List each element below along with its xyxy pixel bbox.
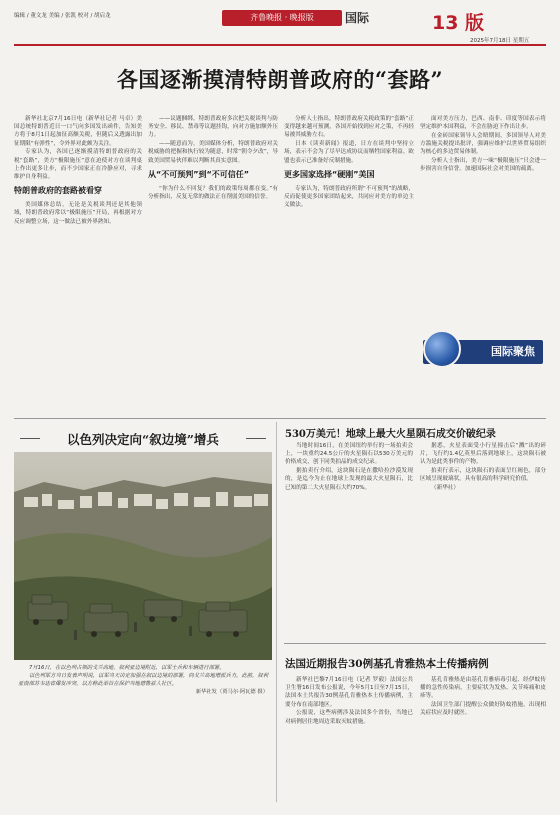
paragraph: 新华社北京7月16日电（新华社记者 马卓）美国总统特朗普近日一口气向多国发出函件，告知美方将于8月1日起加征高额关税，但随后又透露出加征期限“有弹性”，令外界对此颇为关注。 (14, 116, 142, 147)
paragraph: ——随意而为。美国媒体分析，特朗普政府对关税威胁的把握和执行较为随意，时常“朝令夕改”，导致美国贸易伙伴难以判断其真实意图。 (148, 141, 278, 164)
main-article-col-4 (420, 115, 546, 335)
article-2-title: 530万美元！地球上最大火星陨石成交价破纪录 (285, 429, 496, 440)
subheading: 从“不可预判”到“不可信任” (148, 169, 250, 179)
header-rule (14, 44, 546, 46)
paragraph: 分析人士指出，美方一味“极限施压”只会进一步损害自身信誉，加速国际社会对美国的疏离。 (420, 158, 546, 173)
globe-icon (423, 330, 461, 368)
paragraph: 面对美方压力，巴西、南非、印度等国表示将坚定维护本国利益，不会在胁迫下作出让步。 (420, 116, 546, 131)
article-3-col-2 (420, 676, 546, 718)
paragraph: 法国卫生部门提醒公众做好防蚊措施，出现相关症状应及时就医。 (420, 702, 546, 717)
main-article-col-3 (284, 115, 414, 415)
paragraph: 公报说，这些病例涉及法国多个省份，当地已对病例居住地周边采取灭蚊措施。 (285, 710, 413, 725)
paragraph: 新华社巴黎7月16日电（记者 罗毅）法国公共卫生署16日发布公报说，今年5月1日至7月15日，法国本土共报告30例基孔肯雅热本土传播病例，主要分布在南部地区。 (285, 677, 413, 708)
column-divider (276, 422, 277, 802)
photo-credit: 新华社发（贾马尔·阿瓦德 摄） (195, 689, 268, 695)
paragraph: （新华社） (431, 485, 459, 492)
feature-photo (14, 452, 272, 660)
paragraph: 拍卖行表示，这块陨石的表面呈红褐色，部分区域呈现玻璃状，具有很高的科学研究价值。 (420, 468, 546, 483)
editor-credits: 编辑 / 董文龙 美编 / 张凯 校对 / 胡启龙 (14, 13, 111, 19)
paragraph: ——议题捆绑。特朗普政府多次把关税谈判与防务安全、移民、禁毒等议题挂钩，向对方施加额外压力。 (148, 116, 278, 139)
paragraph: 在金砖国家领导人会晤期间，多国领导人对美方滥施关税提出批评，强调应维护以世界贸易组织为核心的多边贸易体制。 (420, 132, 546, 156)
section-tag: 国际聚焦 (423, 340, 543, 364)
article-2-col-2 (420, 442, 546, 493)
main-headline: 各国逐渐摸清特朗普政府的“套路” (116, 67, 444, 92)
main-article-col-2 (148, 115, 278, 415)
subheading: 特朗普政府的套路被看穿 (14, 186, 102, 196)
section-divider (14, 418, 546, 419)
paragraph: 美国媒体总结，无论是关税谈判还是其他领域，特朗普政府常以“极限施压”开局，再根据对方反应调整立场，这一做法已被外界熟知。 (14, 202, 142, 225)
paragraph: “你为什么不回复？我们的政策每周都在变。”有分析指出，反复无常的做法正在削弱美国的信誉。 (148, 185, 278, 200)
paragraph: 据悉，火星表面受小行星撞击后“溅”出的碎片，飞行约1.4亿英里后落到地球上，这块陨石被认为是此类事件的产物。 (420, 443, 546, 466)
paragraph: 日本《读卖新闻》报道，日方在谈判中坚持立场，表示不会为了尽早达成协议而牺牲国家利益。欧盟也表示已准备好反制措施。 (284, 141, 414, 164)
paragraph: 基孔肯雅热是由基孔肯雅病毒引起、经伊蚊传播的急性传染病，主要症状为发热、关节疼痛和皮疹等。 (420, 677, 546, 700)
paragraph: 专家认为，各国已逐渐摸清特朗普政府的关税“套路”，美方“极限施压”意在迫使对方在谈判桌上作出更多让步，而不少国家正在冷静应对，寻求维护自身利益。 (14, 149, 142, 180)
page-header (14, 8, 546, 44)
issue-date: 2025年7月18日 星期五 (470, 38, 530, 44)
article-2-col-1 (285, 442, 413, 492)
article-3-col-1 (285, 676, 413, 726)
subheading: 更多国家选择“硬刚”美国 (284, 169, 375, 179)
main-article-col-1 (14, 115, 142, 415)
paragraph: 分析人士指出，特朗普政府关税政策的“套路”正变得越来越可预测，各国开始找到应对之策，不再轻易被其威胁左右。 (284, 116, 414, 139)
article-divider (284, 643, 546, 644)
section-title: 国际 (345, 11, 370, 25)
paragraph: 专家认为，特朗普政府所谓“不可预判”的战略，反而促使更多国家团结起来，共同应对美方的单边主义做法。 (284, 185, 414, 209)
feature-title: 以色列决定向“叙边境”增兵 (20, 430, 266, 448)
article-3-title: 法国近期报告30例基孔肯雅热本土传播病例 (285, 658, 489, 670)
caption-text: 以色列军方当日发表声明说，以军当天决定加强在叙以边境的部署，向戈兰高地增派兵力。此前，叙利亚南部苏韦达省爆发冲突，以方称此举旨在保护当地德鲁兹人社区。 (18, 673, 268, 687)
page-number: 13 版 (432, 12, 485, 34)
feature-caption (18, 664, 268, 696)
paragraph: 当地时间16日，在美国纽约举行的一场拍卖会上，一块重约24.5公斤的火星陨石以530万美元的价格成交，创下同类拍品的成交纪录。 (285, 443, 413, 466)
caption-text: 7月16日，在以色列占领的戈兰高地，叙利亚边境附近，以军士兵和车辆进行部署。 (29, 665, 225, 671)
masthead-logo: 齐鲁晚报 · 晚报版 (222, 10, 342, 26)
paragraph: 据拍卖行介绍，这块陨石是在撒哈拉沙漠发现的，是迄今为止在地球上发现的最大火星陨石，比已知的第二大火星陨石大约70%。 (285, 468, 413, 491)
